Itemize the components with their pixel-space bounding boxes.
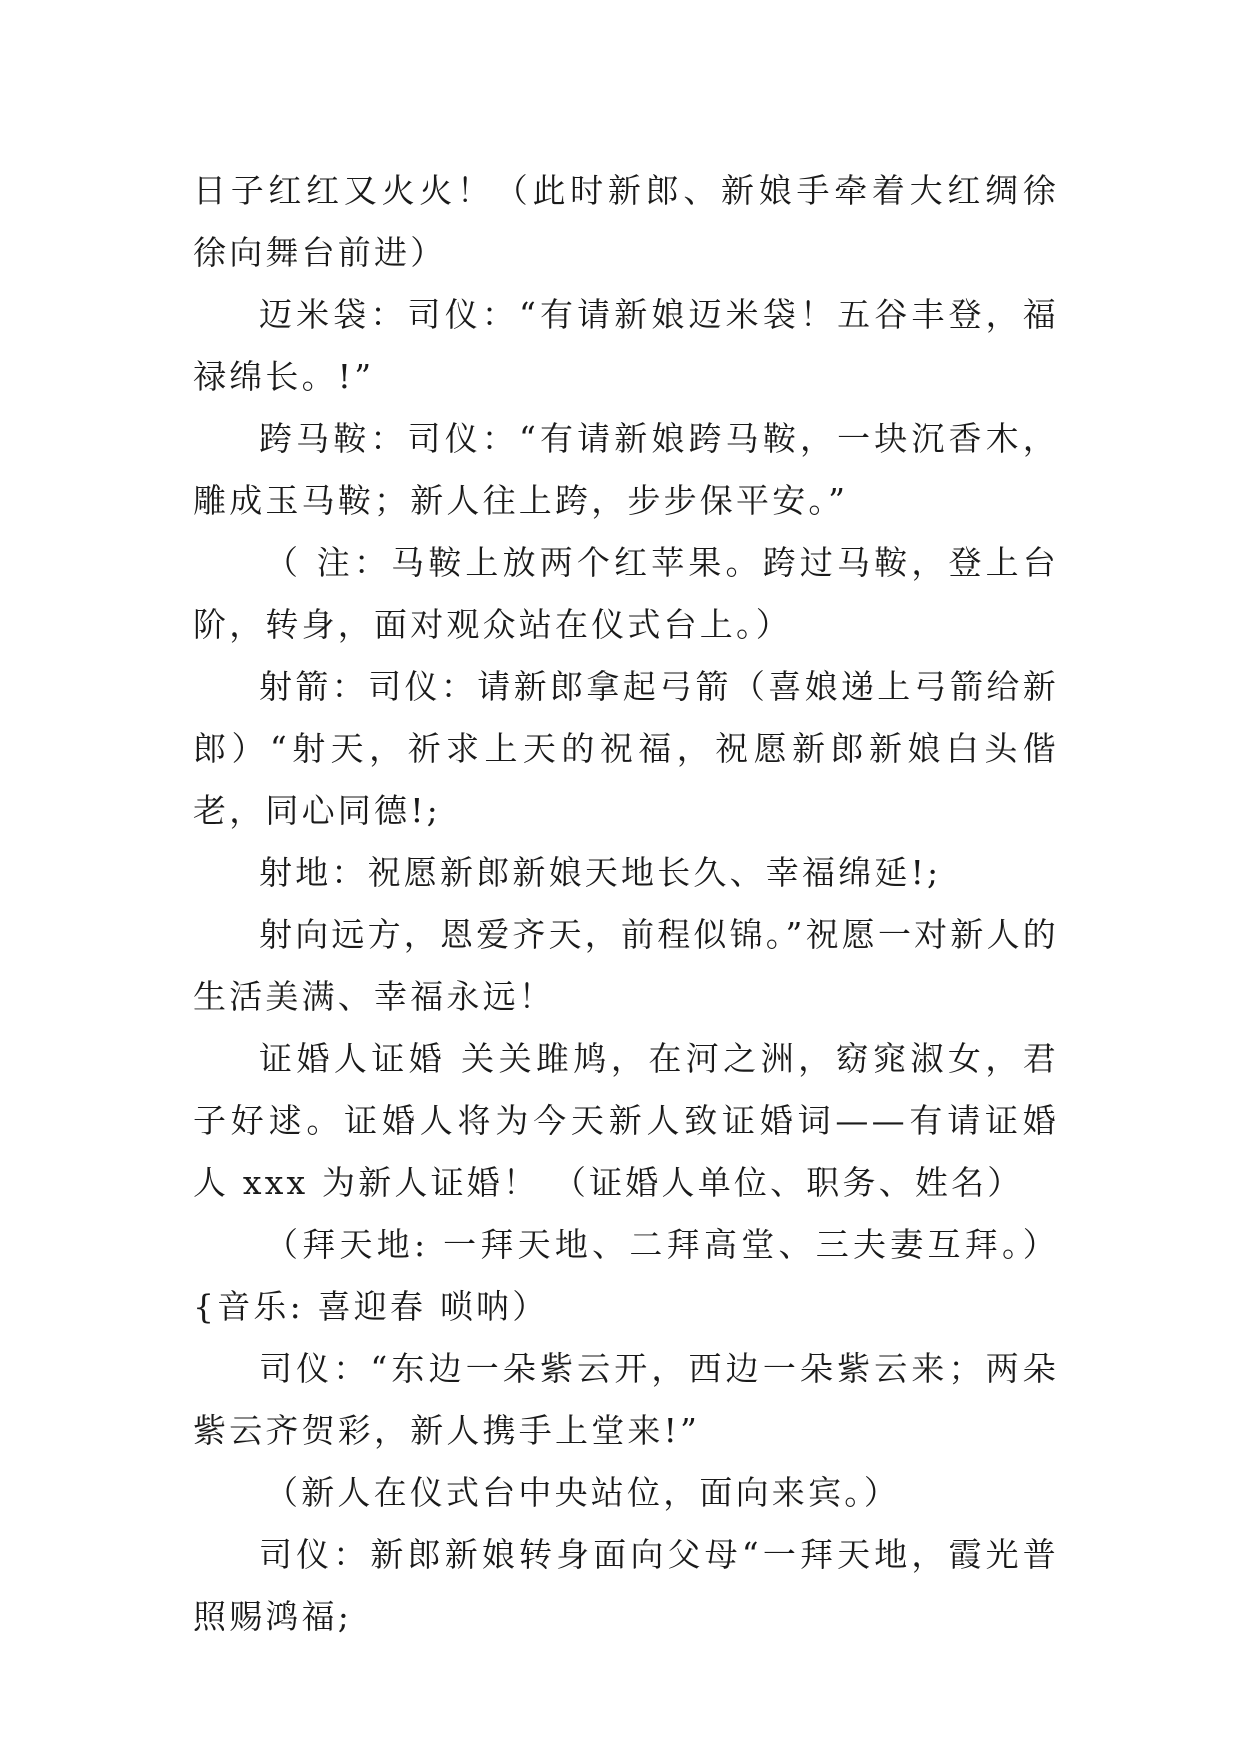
paragraph-7: 射向远方，恩爱齐天，前程似锦。”祝愿一对新人的生活美满、幸福永远！ <box>193 915 1059 1016</box>
paragraph-12: 司仪：新郎新娘转身面向父母“一拜天地，霞光普照赐鸿福; <box>193 1535 1059 1636</box>
paragraph-8: 证婚人证婚 关关雎鸠，在河之洲，窈窕淑女，君子好逑。证婚人将为今天新人致证婚词——有请证婚人 xxx 为新人证婚！ （证婚人单位、职务、姓名） <box>193 1039 1059 1202</box>
paragraph-5: 射箭：司仪：请新郎拿起弓箭（喜娘递上弓箭给新郎）“射天，祈求上天的祝福，祝愿新郎新娘白头偕老，同心同德!; <box>193 667 1059 830</box>
paragraph-11: （新人在仪式台中央站位，面向来宾。） <box>265 1473 901 1512</box>
paragraph-4: （ 注：马鞍上放两个红苹果。跨过马鞍，登上台阶，转身，面对观众站在仪式台上。） <box>193 543 1059 644</box>
document-body <box>193 160 1059 1648</box>
paragraph-9: （拜天地: 一拜天地、二拜高堂、三夫妻互拜。）{音乐: 喜迎春 唢呐） <box>193 1225 1059 1326</box>
paragraph-1: 日子红红又火火！（此时新郎、新娘手牵着大红绸徐徐向舞台前进） <box>193 171 1059 272</box>
paragraph-10: 司仪：“东边一朵紫云开，西边一朵紫云来；两朵紫云齐贺彩，新人携手上堂来!” <box>193 1349 1059 1450</box>
paragraph-6: 射地：祝愿新郎新娘天地长久、幸福绵延!; <box>259 853 942 892</box>
paragraph-3: 跨马鞍：司仪：“有请新娘跨马鞍，一块沉香木，雕成玉马鞍；新人往上跨，步步保平安。” <box>193 419 1059 520</box>
paragraph-2: 迈米袋：司仪：“有请新娘迈米袋！五谷丰登，福禄绵长。!” <box>193 295 1059 396</box>
